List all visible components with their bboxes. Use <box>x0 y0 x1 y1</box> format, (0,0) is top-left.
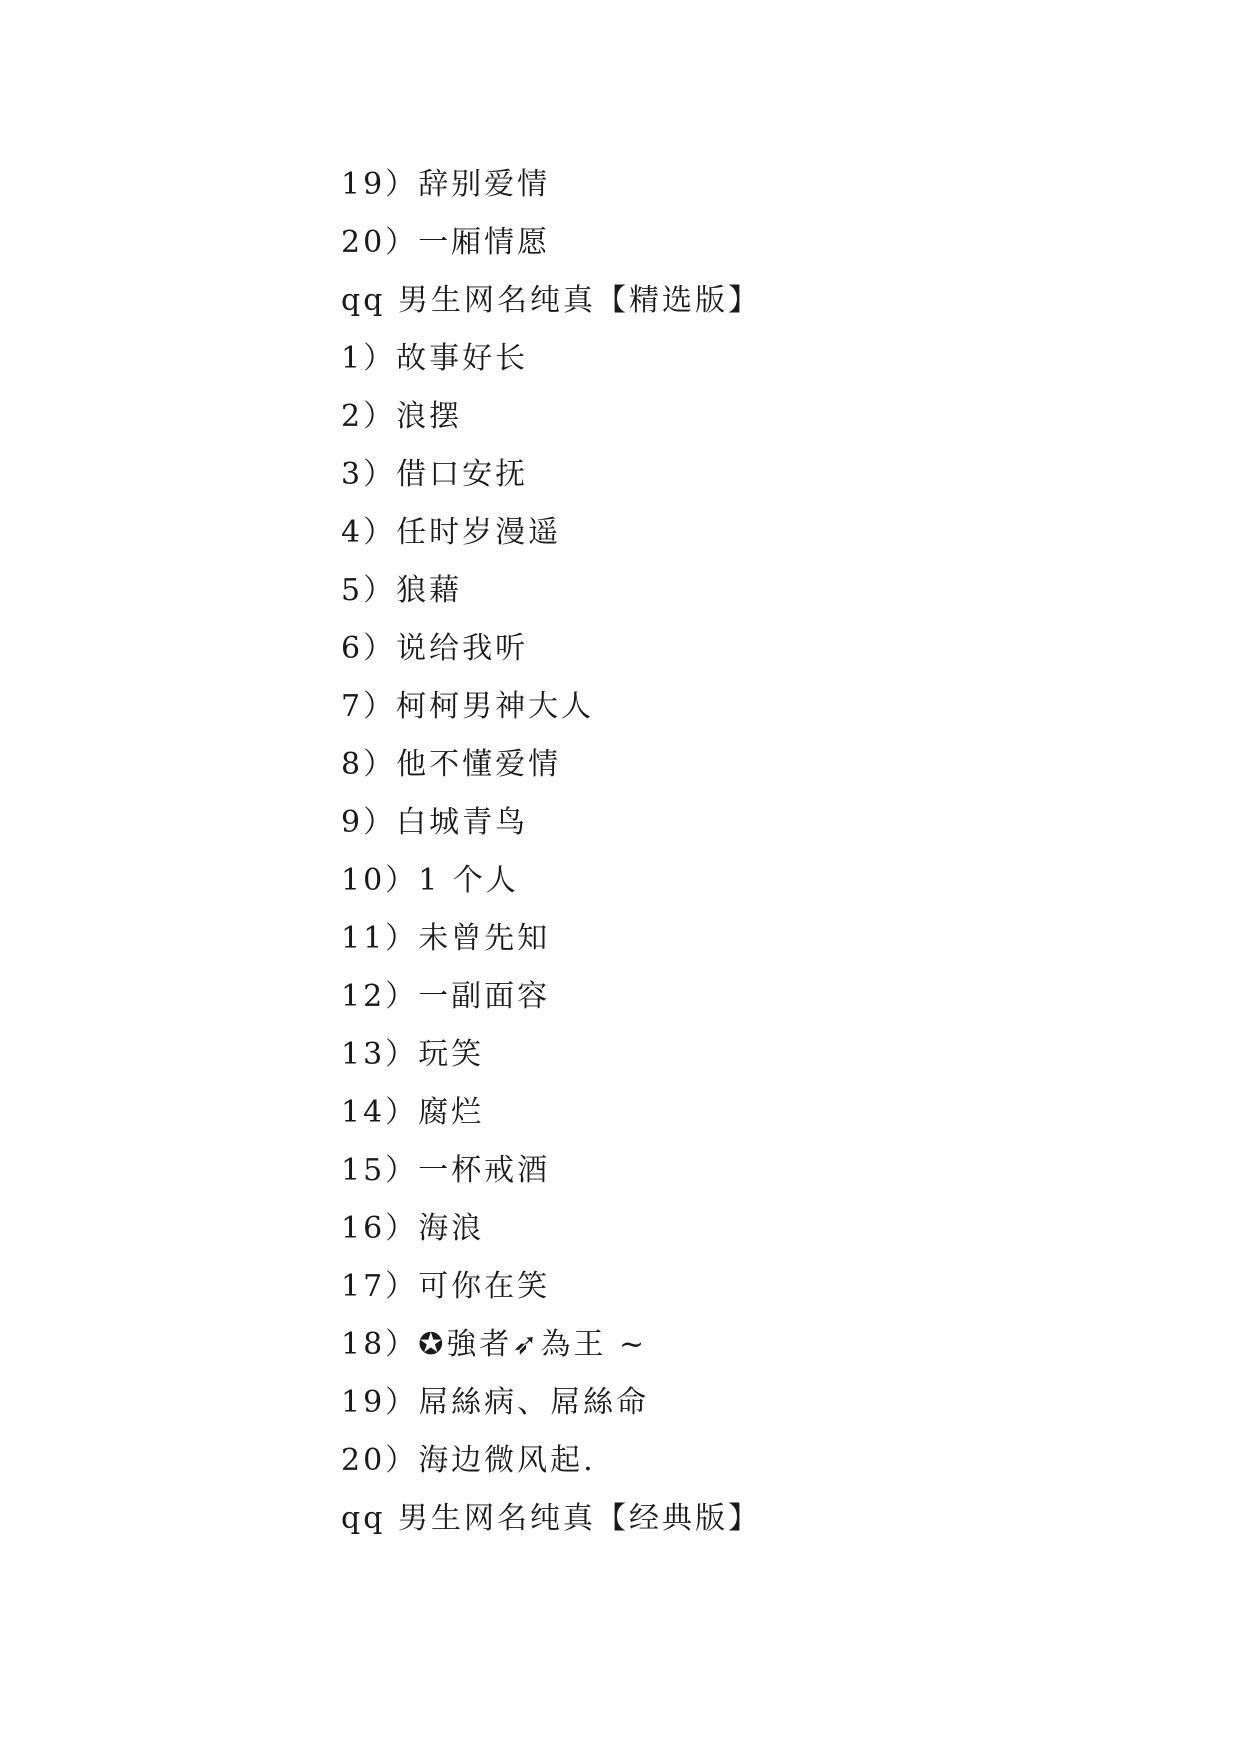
item-text: 玩笑 <box>418 1037 485 1072</box>
item-number: 17） <box>341 1269 419 1304</box>
item-text: 任时岁漫遥 <box>396 515 562 550</box>
item-number: 12） <box>341 979 419 1014</box>
section-heading-classic: qq 男生网名纯真【经典版】 <box>341 1501 761 1536</box>
item-number: 16） <box>341 1211 419 1246</box>
list-item <box>341 852 1141 910</box>
list-item <box>341 910 1141 968</box>
item-number: 18） <box>341 1327 419 1362</box>
item-number: 8） <box>341 747 397 782</box>
list-item <box>341 1316 1141 1374</box>
list-item <box>341 330 1141 388</box>
item-text: 未曾先知 <box>418 921 551 956</box>
item-text: 白城青鸟 <box>396 805 529 840</box>
item-text: 柯柯男神大人 <box>396 689 595 724</box>
item-number: 7） <box>341 689 397 724</box>
item-text: 1 个人 <box>418 863 519 898</box>
item-text: 腐烂 <box>418 1095 485 1130</box>
list-item <box>341 1432 1141 1490</box>
item-number: 3） <box>341 457 397 492</box>
list-item <box>341 736 1141 794</box>
item-text: 一厢情愿 <box>418 225 551 260</box>
item-text: 故事好长 <box>396 341 529 376</box>
list-item <box>341 1200 1141 1258</box>
item-number: 20） <box>341 225 419 260</box>
item-text: 屌絲病、屌絲命 <box>418 1385 650 1420</box>
item-text: 借口安抚 <box>396 457 529 492</box>
list-item <box>341 446 1141 504</box>
item-number: 4） <box>341 515 397 550</box>
item-number: 2） <box>341 399 397 434</box>
item-number: 19） <box>341 1385 419 1420</box>
list-item <box>341 562 1141 620</box>
item-number: 13） <box>341 1037 419 1072</box>
item-text: 可你在笑 <box>418 1269 551 1304</box>
item-number: 19） <box>341 167 419 202</box>
list-item <box>341 1142 1141 1200</box>
item-text: 一杯戒酒 <box>418 1153 551 1188</box>
list-item <box>341 504 1141 562</box>
section-heading-selected: qq 男生网名纯真【精选版】 <box>341 283 761 318</box>
item-text: 狼藉 <box>396 573 463 608</box>
item-text: 辞别爱情 <box>418 167 551 202</box>
list-item <box>341 1084 1141 1142</box>
item-text: 海边微风起. <box>418 1443 596 1478</box>
item-text: 他不懂爱情 <box>396 747 562 782</box>
list-item <box>341 1026 1141 1084</box>
list-item <box>341 678 1141 736</box>
item-number: 6） <box>341 631 397 666</box>
item-number: 1） <box>341 341 397 376</box>
item-number: 14） <box>341 1095 419 1130</box>
item-text: 浪摆 <box>396 399 463 434</box>
item-number: 10） <box>341 863 419 898</box>
document-body <box>341 156 1141 1548</box>
item-number: 9） <box>341 805 397 840</box>
item-text: ✪強者➶為王 ~ <box>418 1327 648 1362</box>
list-item <box>341 1258 1141 1316</box>
item-text: 说给我听 <box>396 631 529 666</box>
list-item <box>341 156 1141 214</box>
item-text: 海浪 <box>418 1211 485 1246</box>
list-item <box>341 1374 1141 1432</box>
list-item <box>341 214 1141 272</box>
item-number: 5） <box>341 573 397 608</box>
list-item <box>341 388 1141 446</box>
list-item <box>341 968 1141 1026</box>
list-item <box>341 794 1141 852</box>
item-number: 20） <box>341 1443 419 1478</box>
list-item <box>341 620 1141 678</box>
item-number: 11） <box>341 921 419 956</box>
item-number: 15） <box>341 1153 419 1188</box>
item-text: 一副面容 <box>418 979 551 1014</box>
